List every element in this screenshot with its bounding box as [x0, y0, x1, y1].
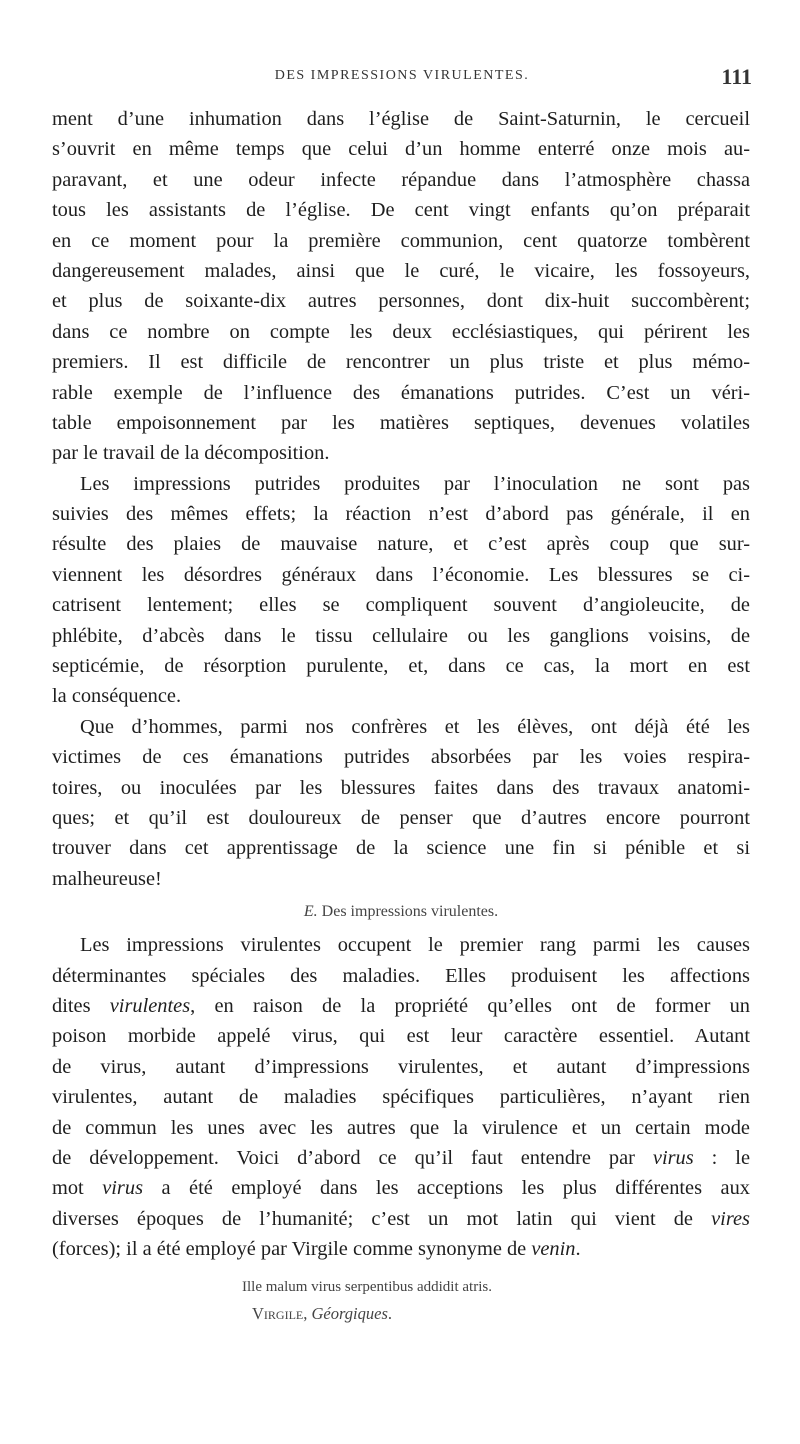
- text-line: premiers. Il est difficile de rencontrer un plus triste et plus mémo-: [52, 351, 750, 374]
- quote-separator: ,: [303, 1304, 312, 1324]
- text-segment: , en raison de la propriété qu’elles ont de former un: [190, 994, 750, 1017]
- quote-end: .: [387, 1304, 393, 1324]
- text-line: dans ce nombre on compte les deux ecclésiastiques, qui périrent les: [52, 320, 750, 343]
- text-line: rable exemple de l’influence des émanations putrides. C’est un véri-: [52, 381, 750, 404]
- text-segment: dites: [52, 994, 110, 1017]
- text-line: résulte des plaies de mauvaise nature, et c’est après coup que sur-: [52, 533, 750, 556]
- running-title: DES IMPRESSIONS VIRULENTES.: [274, 68, 530, 83]
- text-line: table empoisonnement par les matières septiques, devenues volatiles: [52, 411, 750, 434]
- section-heading: [52, 894, 750, 930]
- text-line: viennent les désordres généraux dans l’économie. Les blessures se ci-: [52, 563, 750, 586]
- text-segment: (: [52, 1238, 59, 1261]
- text-line: phlébite, d’abcès dans le tissu cellulaire ou les ganglions voisins, de: [52, 624, 750, 647]
- quote-author: Virgile: [252, 1304, 304, 1324]
- text-segment: mot: [52, 1177, 103, 1200]
- text-line: septicémie, de résorption purulente, et, dans ce cas, la mort en est: [52, 655, 750, 678]
- text-line: Que d’hommes, parmi nos confrères et les élèves, ont déjà été les: [80, 715, 750, 738]
- text-line: tous les assistants de l’église. De cent vingt enfants qu’on préparait: [52, 199, 750, 222]
- text-line: [52, 1234, 750, 1264]
- text-line: déterminantes spéciales des maladies. Elles produisent les affections: [52, 964, 750, 987]
- text-segment: a été employé dans les acceptions les plus différentes aux: [143, 1177, 750, 1200]
- spacer: [52, 1264, 750, 1274]
- text-line: suivies des mêmes effets; la réaction n’est d’abord pas générale, il en: [52, 503, 750, 526]
- text-line: et plus de soixante-dix autres personnes, dont dix-huit succombèrent;: [52, 290, 750, 313]
- page-number: 111: [721, 64, 752, 89]
- text-line: [52, 991, 750, 1021]
- quote-source: [52, 1300, 750, 1328]
- text-line: la conséquence.: [52, 685, 182, 708]
- text-line: [52, 1204, 750, 1234]
- text-segment: diverses époques de l’humanité; c’est un mot latin qui vient de: [52, 1207, 712, 1230]
- text-line: paravant, et une odeur infecte répandue dans l’atmosphère chassa: [52, 168, 750, 191]
- emphasis: virus: [652, 1146, 694, 1169]
- emphasis: venin: [531, 1238, 576, 1261]
- emphasis: virus: [102, 1177, 144, 1200]
- text-line: en ce moment pour la première communion, cent quatorze tombèrent: [52, 229, 750, 252]
- text-segment: .: [575, 1238, 581, 1261]
- text-line: ques; et qu’il est douloureux de penser que d’autres encore pourront: [52, 806, 750, 829]
- text-line: poison morbide appelé virus, qui est leur caractère essentiel. Autant: [52, 1025, 750, 1048]
- text-line: de virus, autant d’impressions virulentes, et autant d’impressions: [52, 1055, 750, 1078]
- text-line: [52, 1173, 750, 1203]
- body-text: [52, 104, 750, 1328]
- text-line: trouver dans cet apprentissage de la science une fin si pénible et si: [52, 837, 750, 860]
- section-letter: E.: [303, 903, 318, 921]
- running-header: [52, 64, 752, 94]
- text-line: toires, ou inoculées par les blessures faites dans des travaux anatomi-: [52, 776, 750, 799]
- text-line: victimes de ces émanations putrides absorbées par les voies respira-: [52, 746, 750, 769]
- emphasis: vires: [711, 1207, 750, 1230]
- text-line: Les impressions putrides produites par l’inoculation ne sont pas: [80, 472, 750, 495]
- text-segment: forces: [58, 1238, 109, 1261]
- text-line: virulentes, autant de maladies spécifiques particulières, n’ayant rien: [52, 1086, 750, 1109]
- latin-quote: Ille malum virus serpentibus addidit atris.: [242, 1279, 492, 1296]
- quote-work: Géorgiques: [311, 1304, 388, 1324]
- text-segment: ); il a été employé par Virgile comme synonyme de: [108, 1238, 532, 1261]
- text-line: dangereusement malades, ainsi que le curé, le vicaire, les fossoyeurs,: [52, 259, 750, 282]
- text-segment: de développement. Voici d’abord ce qu’il faut entendre par: [52, 1146, 653, 1169]
- text-line: ment d’une inhumation dans l’église de Saint-Saturnin, le cercueil: [52, 108, 750, 130]
- text-line: Les impressions virulentes occupent le premier rang parmi les causes: [80, 934, 750, 957]
- text-line: malheureuse!: [52, 867, 162, 890]
- text-line: catrisent lentement; elles se compliquent souvent d’angioleucite, de: [52, 594, 750, 617]
- emphasis: virulentes: [109, 994, 191, 1017]
- section-title: Des impressions virulentes.: [321, 903, 499, 921]
- text-line: s’ouvrit en même temps que celui d’un homme enterré onze mois au-: [52, 138, 750, 161]
- text-line: [52, 1143, 750, 1173]
- text-segment: : le: [693, 1146, 751, 1169]
- text-line: par le travail de la décomposition.: [52, 442, 330, 465]
- text-line: de commun les unes avec les autres que la virulence et un certain mode: [52, 1116, 750, 1139]
